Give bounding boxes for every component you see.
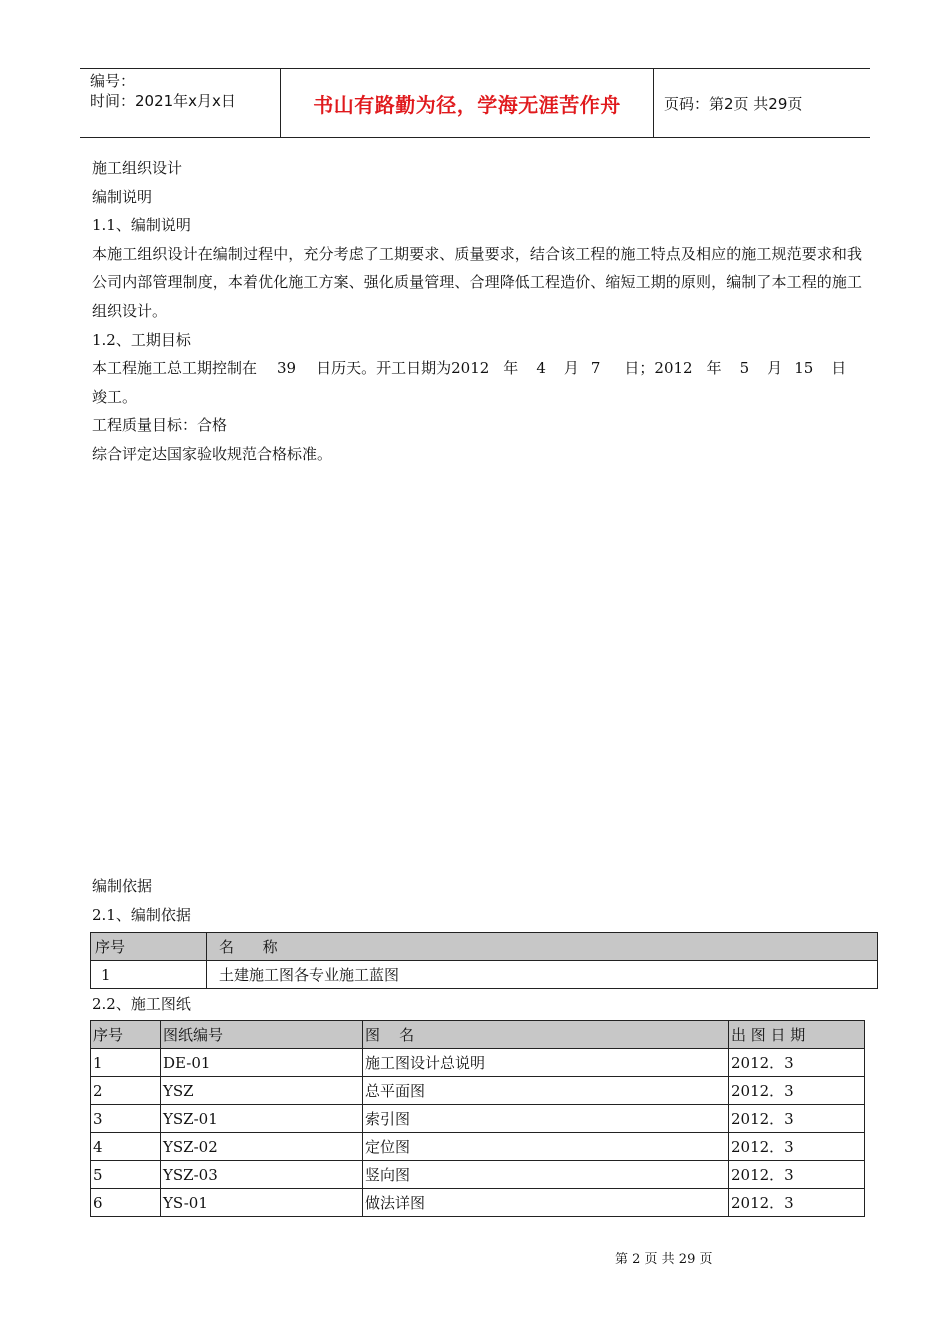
table-header-cell: 图 名 [363, 1021, 729, 1049]
table-row [91, 961, 878, 989]
paragraph: 综合评定达国家验收规范合格标准。 [92, 444, 333, 463]
table-cell: 做法详图 [363, 1189, 729, 1217]
schedule-paragraph: 本工程施工总工期控制在 39 日历天。开工日期为2012 年 4 月 7 日；2012 年 5 月 15 日 [92, 359, 847, 378]
table-cell: 2012．3 [729, 1133, 865, 1161]
subsection-heading: 1.1、编制说明 [92, 216, 191, 235]
doc-title: 施工组织设计 [92, 159, 183, 177]
table-cell: 2 [91, 1077, 161, 1105]
subsection-heading: 2.1、编制依据 [92, 905, 191, 924]
table-row [91, 1049, 865, 1077]
table-cell: 1 [91, 1049, 161, 1077]
table-cell: 5 [91, 1161, 161, 1189]
paragraph: 本施工组织设计在编制过程中，充分考虑了工期要求、质量要求，结合该工程的施工特点及相应的施工规范要求和我公司内部管理制度，本着优化施工方案、强化质量管理、合理降低工程造价、缩短工期的原则，编制了本工程的施工组织设计。 [92, 244, 862, 320]
table-cell: 总平面图 [363, 1077, 729, 1105]
table-row [91, 1133, 865, 1161]
table-row [91, 1077, 865, 1105]
header-motto: 书山有路勤为径，学海无涯苦作舟 [281, 69, 654, 137]
table-cell: YSZ-01 [161, 1105, 363, 1133]
table-header-cell: 名 称 [207, 933, 878, 961]
paragraph: 竣工。 [92, 387, 138, 406]
header-page-label: 页码：第2页 共29页 [664, 94, 803, 113]
table-header-cell: 图纸编号 [161, 1021, 363, 1049]
document-body [92, 154, 862, 469]
doc-time-label: 时间：2021年x月x日 [90, 92, 236, 110]
table-cell: YSZ-03 [161, 1161, 363, 1189]
table-row [91, 1161, 865, 1189]
table-row [91, 1105, 865, 1133]
table-cell: YSZ [161, 1077, 363, 1105]
table-cell: 4 [91, 1133, 161, 1161]
table-header-row [91, 1021, 865, 1049]
section-heading: 编制依据 [92, 877, 153, 895]
table-cell: 6 [91, 1189, 161, 1217]
table-header-row [91, 933, 878, 961]
doc-number-label: 编号： [90, 72, 136, 90]
page-header [80, 68, 870, 138]
basis-table [90, 932, 878, 989]
page-footer: 第 2 页 共 29 页 [615, 1252, 713, 1267]
table-cell: 施工图设计总说明 [363, 1049, 729, 1077]
table-cell: 1 [91, 961, 207, 989]
table-header-cell: 序号 [91, 1021, 161, 1049]
table-cell: 3 [91, 1105, 161, 1133]
table-cell: 竖向图 [363, 1161, 729, 1189]
table-cell: 2012．3 [729, 1105, 865, 1133]
drawings-table [90, 1020, 865, 1217]
table-cell: 定位图 [363, 1133, 729, 1161]
subsection-heading: 2.2、施工图纸 [92, 995, 191, 1013]
table-cell: 索引图 [363, 1105, 729, 1133]
table-cell: 2012．3 [729, 1077, 865, 1105]
basis-section [92, 872, 882, 929]
table-header-cell: 出 图 日 期 [729, 1021, 865, 1049]
table-cell: 2012．3 [729, 1161, 865, 1189]
header-meta [80, 69, 281, 137]
table-cell: 2012．3 [729, 1189, 865, 1217]
table-header-cell: 序号 [91, 933, 207, 961]
table-row [91, 1189, 865, 1217]
table-cell: DE-01 [161, 1049, 363, 1077]
table-cell: YSZ-02 [161, 1133, 363, 1161]
quality-target: 工程质量目标：合格 [92, 416, 228, 435]
table-cell: YS-01 [161, 1189, 363, 1217]
subsection-heading: 1.2、工期目标 [92, 330, 191, 349]
table-cell: 土建施工图各专业施工蓝图 [207, 961, 878, 989]
table-cell: 2012．3 [729, 1049, 865, 1077]
section-heading: 编制说明 [92, 187, 153, 206]
